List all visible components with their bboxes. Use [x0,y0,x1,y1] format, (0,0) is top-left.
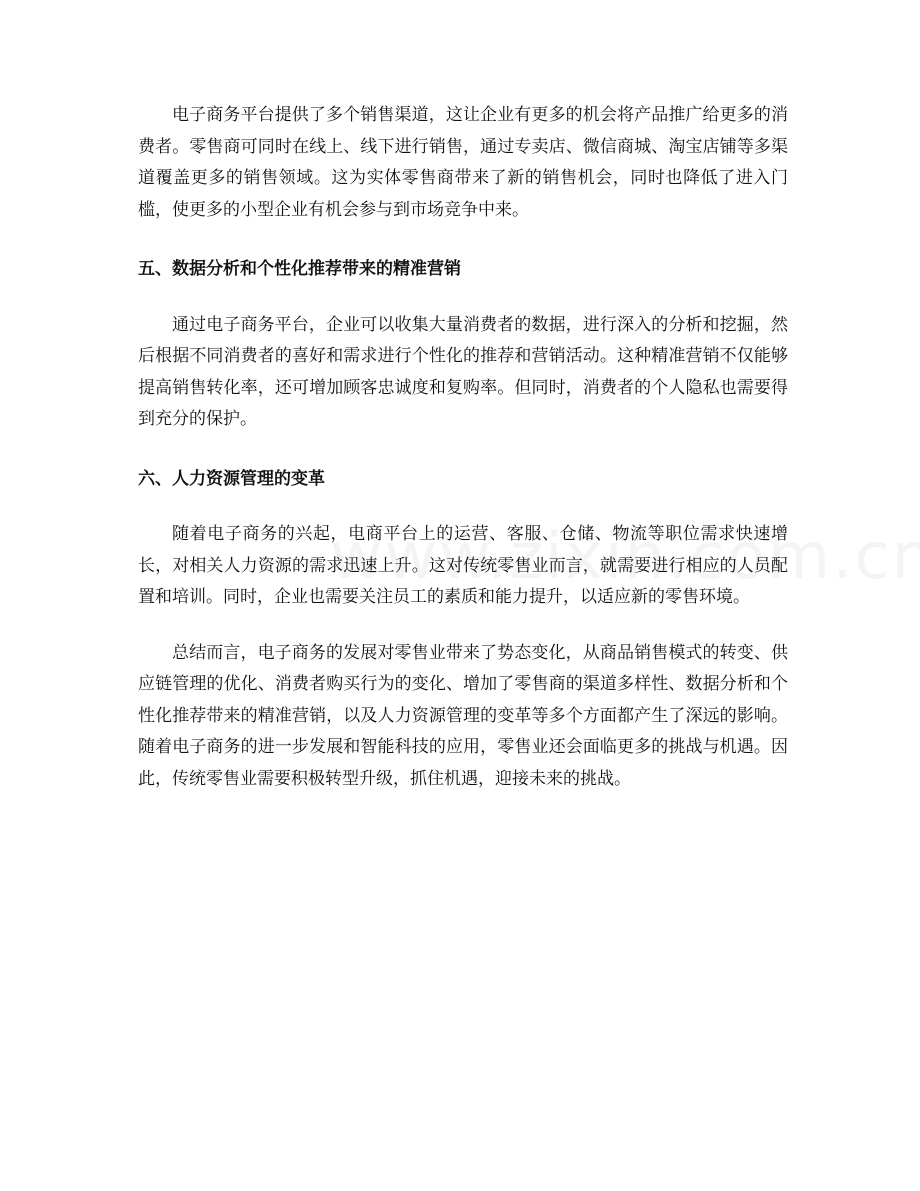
section-heading-precision-marketing: 五、数据分析和个性化推荐带来的精准营销 [138,259,461,279]
document-content [138,100,788,795]
paragraph-hr-management: 随着电子商务的兴起，电商平台上的运营、客服、仓储、物流等职位需求快速增长，对相关人力资源的需求迅速上升。这对传统零售业而言，就需要进行相应的人员配置和培训。同时，企业也需要关注员工的素质和能力提升，以适应新的零售环境。 [138,524,788,607]
paragraph-conclusion: 总结而言，电子商务的发展对零售业带来了势态变化，从商品销售模式的转变、供应链管理的优化、消费者购买行为的变化、增加了零售商的渠道多样性、数据分析和个性化推荐带来的精准营销，以及人力资源管理的变革等多个方面都产生了深远的影响。随着电子商务的进一步发展和智能科技的应用，零售业还会面临更多的挑战与机遇。因此，传统零售业需要积极转型升级，抓住机遇，迎接未来的挑战。 [138,642,788,789]
paragraph-sales-channels: 电子商务平台提供了多个销售渠道，这让企业有更多的机会将产品推广给更多的消费者。零售商可同时在线上、线下进行销售，通过专卖店、微信商城、淘宝店铺等多渠道覆盖更多的销售领域。这为实体零售商带来了新的销售机会，同时也降低了进入门槛，使更多的小型企业有机会参与到市场竞争中来。 [138,105,788,220]
section-heading-hr-reform: 六、人力资源管理的变革 [138,468,325,489]
paragraph-data-analysis: 通过电子商务平台，企业可以收集大量消费者的数据，进行深入的分析和挖掘，然后根据不同消费者的喜好和需求进行个性化的推荐和营销活动。这种精准营销不仅能够提高销售转化率，还可增加顾客忠诚度和复购率。但同时，消费者的个人隐私也需要得到充分的保护。 [138,314,788,429]
